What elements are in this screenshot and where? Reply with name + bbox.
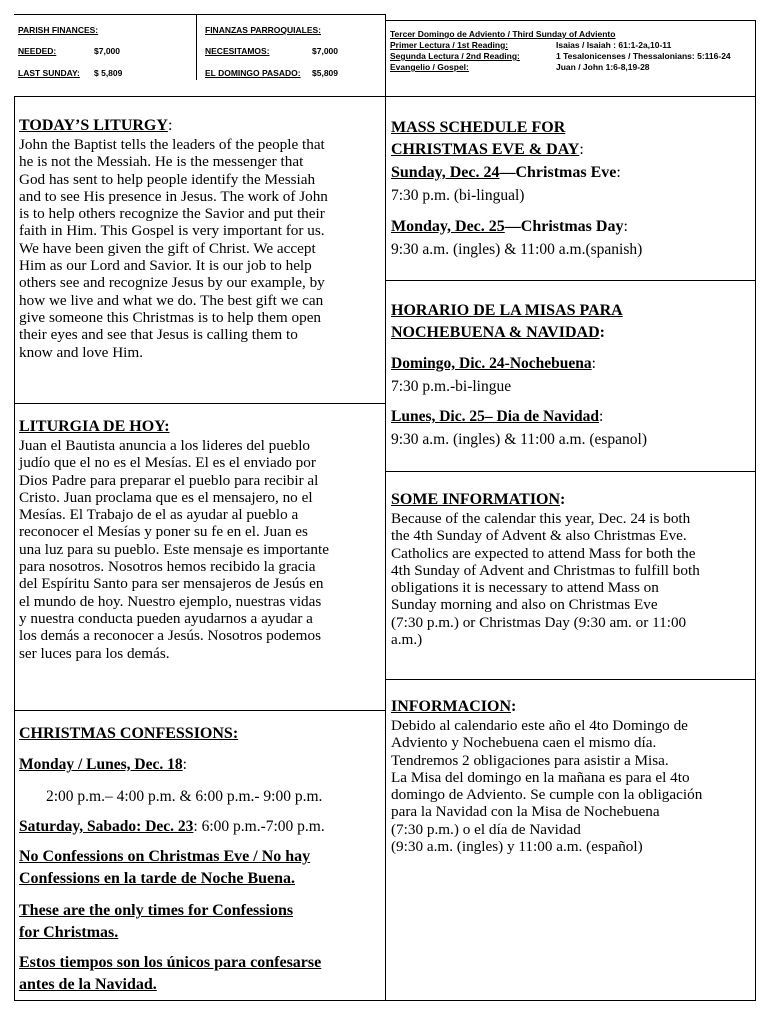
confessions-heading: CHRISTMAS CONFESSIONS: (19, 725, 239, 742)
horario-heading-1: HORARIO DE LA MISAS PARA (391, 302, 623, 319)
mass-sunday-label: Sunday, Dec. 24—Christmas Eve: (391, 164, 621, 181)
divider-liturgy (14, 403, 385, 404)
needed-label: NEEDED: (18, 46, 57, 56)
reading-3-value: Juan / John 1:6-8,19-28 (556, 62, 650, 72)
mass-schedule-heading-2: CHRISTMAS EVE & DAY: (391, 141, 584, 158)
domingo-pasado-value: $5,809 (312, 68, 338, 78)
horario-domingo-label: Domingo, Dic. 24-Nochebuena: (391, 355, 596, 372)
readings-title: Tercer Domingo de Adviento / Third Sunday of Adviento (390, 29, 616, 39)
reading-1-value: Isaias / Isaiah : 61:1-2a,10-11 (556, 40, 672, 50)
mass-schedule-heading-1: MASS SCHEDULE FOR (391, 119, 566, 136)
only-times-line-1: These are the only times for Confessions (19, 902, 294, 919)
only-times-line-2: for Christmas. (19, 924, 119, 941)
divider-info-en (385, 471, 755, 472)
divider-mass-es (385, 280, 755, 281)
no-confessions-line-2: Confessions en la tarde de Noche Buena. (19, 870, 296, 887)
horario-lunes-label: Lunes, Dic. 25– Dia de Navidad: (391, 408, 604, 425)
top-border-left (14, 14, 385, 15)
divider-info-es (385, 679, 755, 680)
necesitamos-label: NECESITAMOS: (205, 46, 270, 56)
last-sunday-label: LAST SUNDAY: (18, 68, 80, 78)
finance-title-en: PARISH FINANCES: (18, 25, 99, 35)
todays-liturgy-heading: TODAY’S LITURGY: (19, 117, 173, 134)
confessions-monday-times: 2:00 p.m.– 4:00 p.m. & 6:00 p.m.- 9:00 p.m. (46, 788, 323, 805)
horario-heading-2: NOCHEBUENA & NAVIDAD: (391, 324, 605, 341)
finance-divider (196, 14, 197, 80)
divider-confessions (14, 710, 385, 711)
needed-value: $7,000 (94, 46, 120, 56)
bottom-border (14, 1000, 755, 1001)
no-confessions-line-1: No Confessions on Christmas Eve / No hay (19, 848, 311, 865)
top-border-right (385, 20, 755, 21)
confessions-saturday: Saturday, Sabado: Dec. 23: 6:00 p.m.-7:00 p.m. (19, 818, 325, 835)
reading-2-value: 1 Tesalonicenses / Thessalonians: 5:116-24 (556, 51, 731, 61)
liturgia-de-hoy-text: Juan el Bautista anuncia a los lideres del pueblo judío que el no es el Mesías. El es el enviado por Dios Padre para preparar el pueblo para recibir al Cristo. Juan proclama que es el mensajero, no el Mesías. El Trabajo de el as ayudar al pueblo a reconocer el Mesías y poner su fe en el. Juan es una luz para su pueblo. Este mensaje es importante para nosotros. Nosotros hemos recibido la gracia del Espíritu Santo para ser mensajeros de Jesús en el mundo de hoy. Nuestro ejemplo, nuestras vidas y nuestra conducta pueden ayudarnos a ayudar a los demás a reconocer a Jesús. Nosotros podemos ser luces para los demás. (19, 437, 329, 662)
reading-2-label: Segunda Lectura / 2nd Reading: (390, 51, 520, 61)
confessions-monday: Monday / Lunes, Dec. 18: (19, 756, 187, 773)
mass-monday-label: Monday, Dec. 25—Christmas Day: (391, 218, 628, 235)
reading-1-label: Primer Lectura / 1st Reading: (390, 40, 509, 50)
some-information-heading: SOME INFORMATION: (391, 491, 566, 508)
mass-monday-time: 9:30 a.m. (ingles) & 11:00 a.m.(spanish) (391, 241, 643, 258)
unicos-line-1: Estos tiempos son los únicos para confesarse (19, 954, 322, 971)
header-bottom-border (14, 96, 755, 97)
horario-lunes-time: 9:30 a.m. (ingles) & 11:00 a.m. (espanol) (391, 431, 647, 448)
liturgia-de-hoy-heading: LITURGIA DE HOY: (19, 418, 170, 435)
last-sunday-value: $ 5,809 (94, 68, 123, 78)
horario-domingo-time: 7:30 p.m.-bi-lingue (391, 378, 512, 395)
necesitamos-value: $7,000 (312, 46, 338, 56)
mass-sunday-time: 7:30 p.m. (bi-lingual) (391, 187, 525, 204)
unicos-line-2: antes de la Navidad. (19, 976, 157, 993)
todays-liturgy-text: John the Baptist tells the leaders of the people that he is not the Messiah. He is the messenger that God has sent to help people identify the Messiah and to see His presence in Jesus. The work of John is to help others recognize the Savior and put their faith in Him. This Gospel is very important for us. We have been given the gift of Christ. We accept Him as our Lord and Savior. It is our job to help others see and recognize Jesus by our example, by how we live and what we do. The best gift we can give someone this Christmas is to help them open their eyes and see that Jesus is calling them to know and love Him. (19, 136, 328, 361)
domingo-pasado-label: EL DOMINGO PASADO: (205, 68, 301, 78)
right-border (755, 20, 756, 1001)
informacion-text: Debido al calendario este año el 4to Domingo de Adviento y Nochebuena caen el mismo día. Tendremos 2 obligaciones para asistir a Misa. La Misa del domingo en la mañana es para el 4to domingo de Adviento. Se cumple con la obligación para la Navidad con la Misa de Nochebuena (7:30 p.m.) o el día de Navidad (9:30 a.m. (ingles) y 11:00 a.m. (español) (391, 717, 703, 856)
reading-3-label: Evangelio / Gospel: (390, 62, 469, 72)
finance-title-es: FINANZAS PARROQUIALES: (205, 25, 322, 35)
some-information-text: Because of the calendar this year, Dec. 24 is both the 4th Sunday of Advent & also Christmas Eve. Catholics are expected to attend Mass for both the 4th Sunday of Advent and Christmas to fulfill both obligations it is necessary to attend Mass on Sunday morning and also on Christmas Eve (7:30 p.m.) or Christmas Day (9:30 am. or 11:00 a.m.) (391, 510, 700, 649)
column-divider (385, 14, 386, 1001)
informacion-heading: INFORMACION: (391, 698, 517, 715)
left-border (14, 96, 15, 1001)
